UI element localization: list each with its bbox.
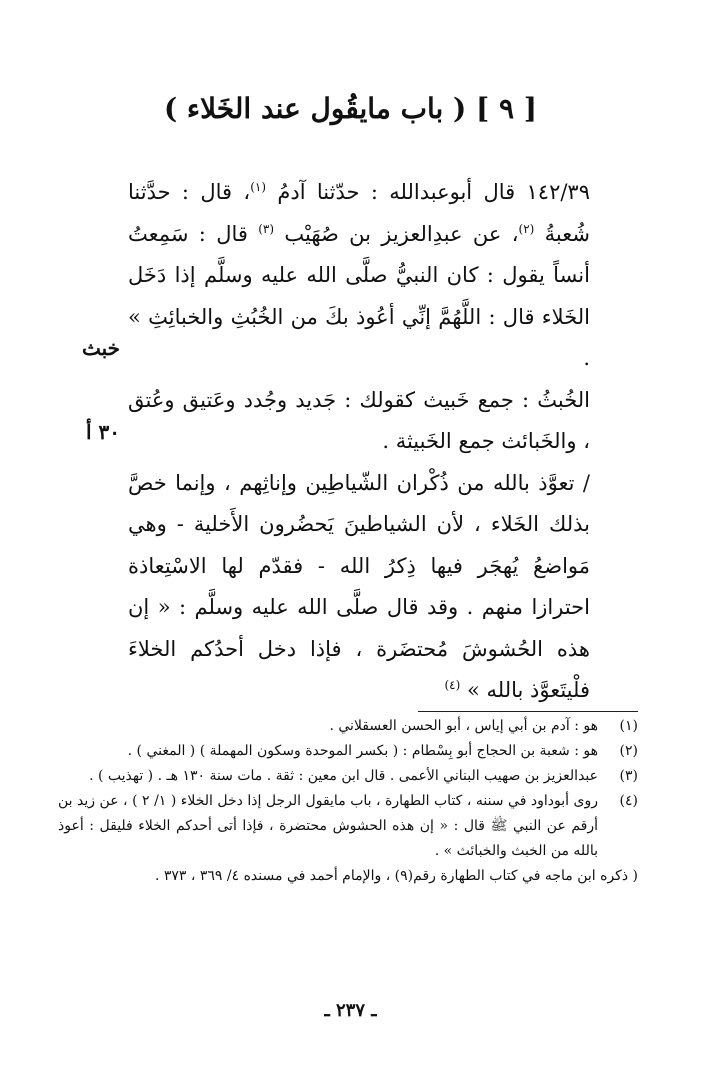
footnote-ref-3: (٣) — [258, 221, 275, 236]
main-text — [128, 172, 590, 712]
hadith-paragraph — [128, 172, 590, 380]
margin-note-khubth: خبث — [81, 336, 120, 360]
footnote-text: عبدالعزيز بن صهيب البناني الأعمى . قال ابن معين : ثقة . مات سنة ١٣٠ هـ . ( تهذيب ) . — [89, 768, 598, 784]
chapter-title: [ ٩ ] ( باب مايقُول عند الخَلاء ) — [163, 92, 538, 125]
footnote-text: هو : شعبة بن الحجاج أبو بِسْطام : ( بكسر الموحدة وسكون المهملة ) ( المغني ) . — [127, 743, 598, 759]
footnote-ref-1: (١) — [250, 180, 267, 194]
hadith-text-2: ، قال : حدَّثنا شُعبةُ — [128, 180, 590, 246]
footnote-ref-2: (٢) — [518, 221, 535, 236]
footnote-ref-4: (٤) — [444, 678, 461, 692]
page-number: ـ ٢٣٧ ـ — [324, 1000, 377, 1021]
footnote-2 — [58, 739, 638, 764]
footnote-4 — [58, 789, 638, 864]
footnotes — [58, 714, 638, 889]
footnote-3 — [58, 764, 638, 789]
footnote-number: (١) — [619, 718, 638, 734]
footnote-text: هو : آدم بن أبي إياس ، أبو الحسن العسقلاني . — [329, 718, 598, 734]
footnote-number: (٤) — [619, 793, 638, 809]
footnote-number: (٢) — [619, 743, 638, 759]
footnote-divider — [418, 711, 638, 712]
hadith-text-3: ، عن عبدِالعزيز بن صُهَيْب — [284, 221, 519, 246]
margin-note-folio: ٣٠ أ — [85, 420, 120, 444]
hadith-text-4: قال : سَمِعتُ أنساً يقول : كان النبيُّ صلَّى الله عليه وسلَّم إذا دَخَل الخَلاء قال : اللَّهُمَّ إنِّي أعُوذ بكَ من الخُبُثِ والخبائِثِ » . — [128, 221, 590, 370]
footnote-1 — [58, 714, 638, 739]
footnote-text: روى أبوداود في سننه ، كتاب الطهارة ، باب مايقول الرجل إذا دخل الخلاء ( ١/ ٢ ) ، عن زيد بن أرقم عن النبي ﷺ قال : « إن هذه الحشوش محتضرة ، فإذا أتى أحدكم الخلاء فليقل : أعوذ بالله من الخبث والخبائث » . — [58, 793, 598, 859]
footnote-4-continuation: ( ذكره ابن ماجه في كتاب الطهارة رقم(٩) ، والإمام أحمد في مسنده ٤/ ٣٦٩ ، ٣٧٣ . — [154, 868, 638, 884]
footnote-number: (٣) — [619, 768, 638, 784]
commentary-text: / تعوَّذ بالله من ذُكْران الشّياطِين وإناثِهم ، وإنما خصَّ بذلك الخَلاء ، لأن الشياطينَ يَحضُرون الأَخلية - وهي مَواضعُ يُهجَر فيها ذِكرُ الله - فقدّم لها الاسْتِعاذة احترازا منهم . وقد قال صلَّى الله عليه وسلَّم : « إن هذه الحُشوشَ مُحتضَرة ، فإذا دخل أحدُكم الخلاءَ فلْيتَعوَّذ بالله » — [128, 470, 590, 702]
commentary-paragraph-1: الخُبثُ : جمع خَبيث كقولك : جَديد وجُدد وعَتيق وعُتق ، والخَبائث جمع الخَبيثة . — [128, 387, 590, 453]
commentary-paragraph-2 — [128, 463, 590, 712]
hadith-text-1: ١٤٢/٣٩ قال أبوعبدالله : حدّثنا آدمُ — [277, 180, 590, 204]
